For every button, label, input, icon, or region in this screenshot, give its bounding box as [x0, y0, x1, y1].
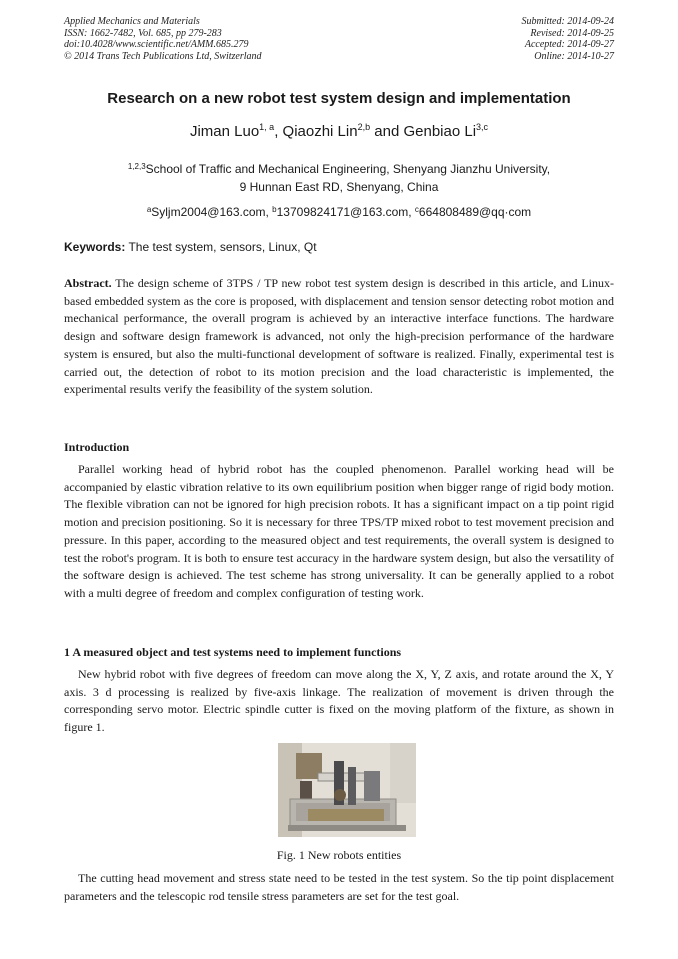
affiliation-address: 9 Hunnan East RD, Shenyang, China — [239, 180, 439, 194]
doi-line: doi:10.4028/www.scientific.net/AMM.685.279 — [64, 39, 249, 50]
author-superscript: 2,b — [357, 122, 371, 132]
email-list — [0, 201, 678, 221]
online-date: Online: 2014-10-27 — [534, 50, 614, 62]
affiliation-superscript: 1,2,3 — [127, 162, 146, 171]
journal-info — [64, 16, 262, 62]
author-superscript: 3,c — [476, 122, 489, 132]
issn-line: ISSN: 1662-7482, Vol. 685, pp 279-283 — [64, 27, 222, 39]
closing-paragraph: The cutting head movement and stress state need to be tested in the test system. So the tip point displacement parameters and the telescopic rod tensile stress parameters are set for the test goal. — [64, 871, 614, 903]
revised-date: Revised: 2014-09-25 — [530, 27, 614, 39]
abstract — [64, 275, 614, 399]
abstract-text: The design scheme of 3TPS / TP new robot test system design is described in this article, and Linux-based embedded system as the core is proposed, with displacement and tension sensor detecting robot motion and mechanical performance, the overall program is achieved by an interactive interface functions. The hardware design and software design framework is advanced, not only the high-precision performance of the hardware system is ensured, but also the multi-functional development of software is realized. Finally, experimental test is carried out, the detection of robot to its motion precision and the load characteristic is implemented, the experimental results verify the feasibility of the system solution. — [64, 276, 614, 397]
journal-name: Applied Mechanics and Materials — [64, 16, 200, 27]
author-name: Qiaozhi Lin — [282, 123, 358, 140]
submitted-date: Submitted: 2014-09-24 — [521, 16, 614, 27]
section-heading-1: 1 A measured object and test systems need to implement functions — [64, 645, 402, 659]
abstract-label: Abstract. — [64, 276, 112, 290]
robot-photo — [278, 743, 416, 837]
email-superscript: a — [146, 205, 152, 214]
author-name: Genbiao Li — [403, 123, 477, 140]
author-list — [0, 122, 678, 140]
author-name: Jiman Luo — [189, 123, 260, 140]
affiliation-line: School of Traffic and Mechanical Engineering, Shenyang Jianzhu University, — [145, 162, 551, 176]
copyright-line: © 2014 Trans Tech Publications Ltd, Switzerland — [64, 50, 262, 62]
author-separator: , — [274, 123, 283, 140]
email-superscript: b — [272, 205, 277, 214]
keywords — [64, 240, 614, 254]
author-separator: and — [370, 123, 404, 140]
email-link[interactable]: 664808489@qq·com — [418, 205, 532, 219]
keywords-text: The test system, sensors, Linux, Qt — [125, 240, 317, 254]
section-heading-introduction: Introduction — [64, 440, 130, 454]
affiliation — [0, 158, 678, 196]
accepted-date: Accepted: 2014-09-27 — [524, 39, 614, 50]
email-link[interactable]: Syljm2004@163.com, — [151, 205, 273, 219]
author-superscript: 1, a — [259, 122, 275, 132]
email-link[interactable]: 13709824171@163.com, — [276, 205, 415, 219]
introduction-paragraph: Parallel working head of hybrid robot has the coupled phenomenon. Parallel working head will be accompanied by elastic vibration relative to its own equilibrium position when bigger range of rigid body motion. The flexible vibration can not be ignored for high precision robots. It has a significant impact on a tip point rigid motion and precision positioning. So it is necessary for three TPS/TP mixed robot to test movement precision and pressure. In this paper, according to the measured object and test requirements, the overall system is designed to test the robot's program. It is both to ensure test accuracy in the hardware system design, but also the versatility of the software design is achieved. The test scheme has strong universality. It can be generally applied to a robot with a multi degree of freedom and complex configuration of testing work. — [64, 462, 614, 600]
section1-paragraph: New hybrid robot with five degrees of freedom can move along the X, Y, Z axis, and rotate around the X, Y axis. 3 d processing is realized by five-axis linkage. The realization of movement is driven through the corresponding servo motor. Electric spindle cutter is fixed on the moving platform of the fixture, as shown in figure 1. — [64, 667, 614, 735]
robot-illustration — [278, 743, 416, 837]
paper-title: Research on a new robot test system design and implementation — [107, 90, 571, 107]
figure-caption: Fig. 1 New robots entities — [276, 848, 402, 862]
dates-info — [522, 16, 615, 62]
keywords-label: Keywords: — [64, 240, 126, 254]
email-superscript: c — [414, 205, 419, 214]
